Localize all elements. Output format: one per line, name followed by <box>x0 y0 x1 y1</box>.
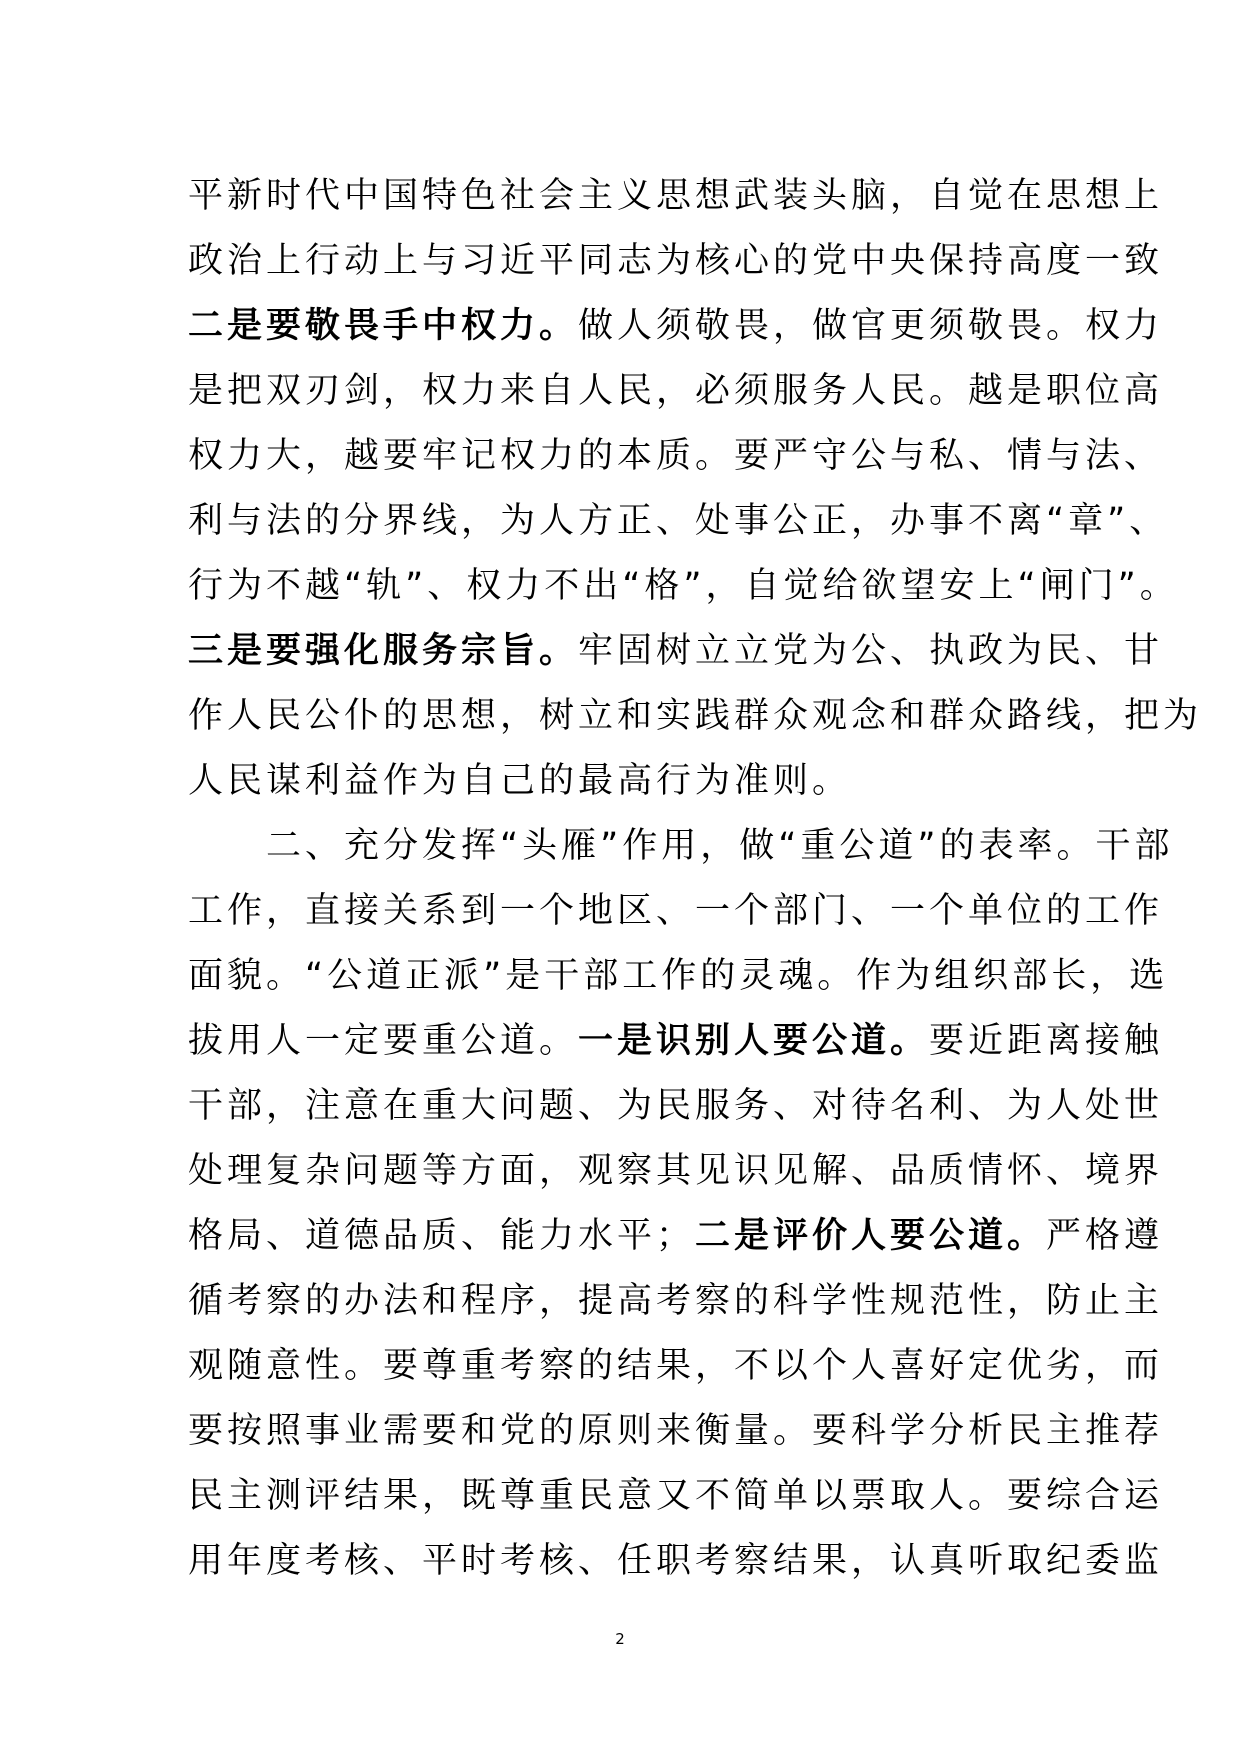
text-line <box>188 885 1164 950</box>
text-line <box>188 300 1164 365</box>
bold-heading: 二是要敬畏手中权力。 <box>188 306 579 346</box>
text-segment: 是把双刃剑，权力来自人民，必须服务人民。越是职位高 <box>188 371 1164 411</box>
text-segment: 干部，注意在重大问题、为民服务、对待名利、为人处世 <box>188 1086 1164 1126</box>
text-line <box>188 365 1164 430</box>
text-line <box>188 1015 1164 1080</box>
text-line <box>188 690 1203 755</box>
text-segment: 严格遵 <box>1046 1216 1164 1256</box>
bold-heading: 一是识别人要公道。 <box>578 1021 930 1061</box>
text-line <box>188 430 1164 495</box>
text-line <box>188 1535 1164 1600</box>
text-line <box>188 560 1179 625</box>
text-segment: 二、充分发挥“头雁”作用，做“重公道”的表率。干部 <box>266 826 1174 866</box>
text-segment: 行为不越“轨”、权力不出“格”，自觉给欲望安上“闸门”。 <box>188 566 1179 606</box>
bold-heading: 二是评价人要公道。 <box>695 1216 1047 1256</box>
body-text <box>188 170 1203 1600</box>
text-segment: 处理复杂问题等方面，观察其见识见解、品质情怀、境界 <box>188 1151 1164 1191</box>
text-line <box>188 625 1164 690</box>
text-segment: 做人须敬畏，做官更须敬畏。权力 <box>578 306 1164 346</box>
bold-heading: 三是要强化服务宗旨。 <box>188 631 579 671</box>
text-line <box>188 1080 1164 1145</box>
text-line <box>188 1340 1164 1405</box>
text-line <box>188 495 1169 560</box>
text-segment: 要按照事业需要和党的原则来衡量。要科学分析民主推荐 <box>188 1411 1164 1451</box>
text-segment: 利与法的分界线，为人方正、处事公正，办事不离“章”、 <box>188 501 1169 541</box>
text-segment: 观随意性。要尊重考察的结果，不以个人喜好定优劣，而 <box>188 1346 1164 1386</box>
text-line <box>188 1210 1164 1275</box>
text-line <box>188 755 1068 820</box>
section-heading-line <box>188 820 1174 885</box>
text-line <box>188 1405 1164 1470</box>
text-segment: 平新时代中国特色社会主义思想武装头脑，自觉在思想上 <box>188 176 1164 216</box>
text-line <box>188 950 1169 1015</box>
text-segment: 政治上行动上与习近平同志为核心的党中央保持高度一致 <box>188 241 1164 281</box>
text-line <box>188 170 1164 235</box>
text-line <box>188 235 1164 300</box>
text-segment: 面貌。“公道正派”是干部工作的灵魂。作为组织部长，选 <box>188 956 1169 996</box>
text-segment: 格局、道德品质、能力水平； <box>188 1216 696 1256</box>
text-segment: 要近距离接触 <box>929 1021 1164 1061</box>
text-segment: 拔用人一定要重公道。 <box>188 1021 579 1061</box>
text-segment: 人民谋利益作为自己的最高行为准则。 <box>188 761 852 801</box>
text-line <box>188 1275 1164 1340</box>
text-segment: 作人民公仆的思想，树立和实践群众观念和群众路线，把为 <box>188 696 1203 736</box>
text-segment: 循考察的办法和程序，提高考察的科学性规范性，防止主 <box>188 1281 1164 1321</box>
text-line <box>188 1145 1164 1210</box>
text-segment: 工作，直接关系到一个地区、一个部门、一个单位的工作 <box>188 891 1164 931</box>
text-line <box>188 1470 1164 1535</box>
text-segment: 牢固树立立党为公、执政为民、甘 <box>578 631 1164 671</box>
text-segment: 用年度考核、平时考核、任职考察结果，认真听取纪委监 <box>188 1541 1164 1581</box>
page-number: 2 <box>615 1630 625 1648</box>
text-segment: 权力大，越要牢记权力的本质。要严守公与私、情与法、 <box>188 436 1164 476</box>
text-segment: 民主测评结果，既尊重民意又不简单以票取人。要综合运 <box>188 1476 1164 1516</box>
